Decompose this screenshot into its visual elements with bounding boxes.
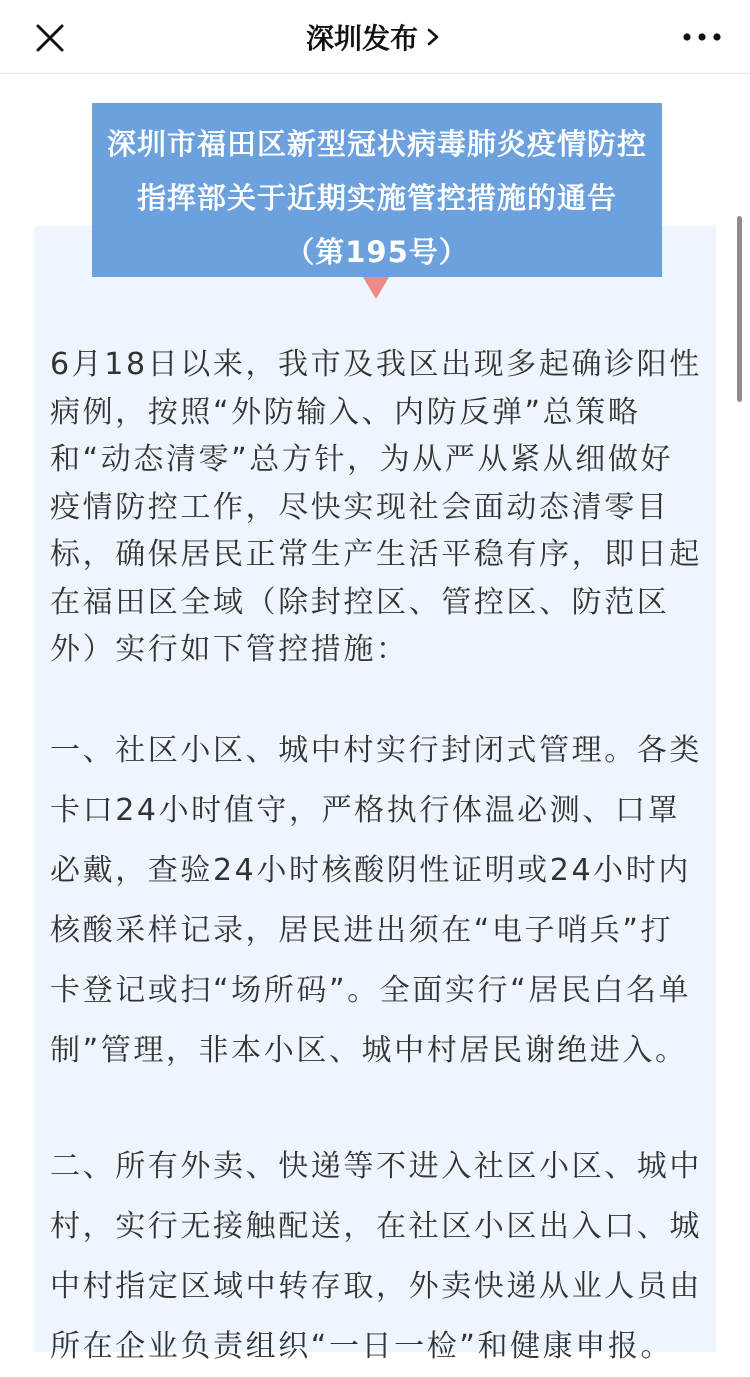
close-icon — [30, 18, 70, 58]
article-paragraph-measure-1: 一、社区小区、城中村实行封闭式管理。各类卡口24小时值守，严格执行体温必测、口罩必戴，查验24小时核酸阴性证明或24小时内核酸采样记录，居民进出须在“电子哨兵”打卡登记或扫“场所码”。全面实行“居民白名单制”管理，非本小区、城中村居民谢绝进入。 — [50, 733, 702, 1068]
more-dots-icon — [680, 22, 724, 52]
article-paragraph-measure-2: 二、所有外卖、快递等不进入社区小区、城中村，实行无接触配送，在社区小区出入口、城中村指定区域中转存取，外卖快递从业人员由所在企业负责组织“一日一检”和健康申报。 — [50, 1149, 702, 1364]
account-name: 深圳发布 — [305, 22, 418, 55]
article-header-banner — [92, 103, 662, 277]
navigation-bar — [0, 0, 750, 74]
header-title-line-2: 指挥部关于近期实施管控措施的通告 — [136, 181, 617, 215]
header-title-line-3: （第195号） — [285, 235, 469, 269]
scrollbar-thumb[interactable] — [737, 216, 742, 402]
more-options-button[interactable] — [680, 22, 724, 52]
chevron-right-icon — [422, 26, 444, 48]
header-pointer-triangle — [363, 277, 389, 299]
article-paragraph-intro: 6月18日以来，我市及我区出现多起确诊阳性病例，按照“外防输入、内防反弹”总策略和“动态清零”总方针，为从严从紧从细做好疫情防控工作，尽快实现社会面动态清零目标，确保居民正常生产生活平稳有序，即日起在福田区全域（除封控区、管控区、防范区外）实行如下管控措施： — [50, 347, 702, 667]
account-title-link[interactable] — [306, 17, 444, 57]
close-button[interactable] — [30, 18, 70, 58]
header-title-line-1: 深圳市福田区新型冠状病毒肺炎疫情防控 — [106, 127, 647, 161]
